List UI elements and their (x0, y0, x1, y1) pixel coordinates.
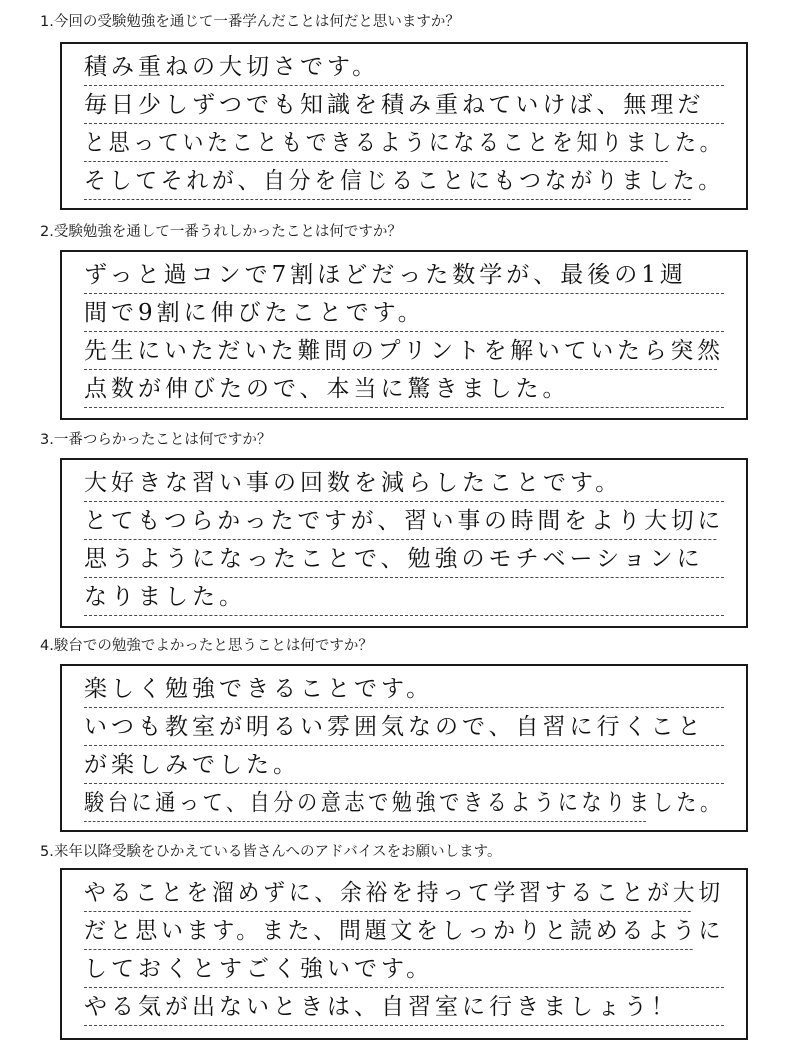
answer-3-line-3: 思うようになったことで、勉強のモチベーションに (84, 540, 724, 578)
answer-4-line-4: 駿台に通って、自分の意志で勉強できるようになりました。 (84, 784, 646, 822)
answer-2-line-2: 間で9割に伸びたことです。 (84, 294, 724, 332)
answer-box-4 (60, 664, 748, 832)
question-2: 2.受験勉強を通して一番うれしかったことは何ですか？ (40, 224, 402, 240)
answer-5-line-4: やる気が出ないときは、自習室に行きましょう！ (84, 988, 724, 1026)
answer-3-line-2: とてもつらかったですが、習い事の時間をより大切に (84, 502, 716, 540)
answer-box-3 (60, 458, 748, 628)
answer-5-line-3: しておくとすごく強いです。 (84, 950, 724, 988)
answer-3-line-4: なりました。 (84, 578, 724, 616)
answer-5-line-2: だと思います。また、問題文をしっかりと読めるように (84, 912, 693, 950)
answer-box-2 (60, 250, 748, 420)
question-4: 4.駿台での勉強でよかったと思うことは何ですか？ (40, 638, 373, 654)
answer-box-1 (60, 42, 748, 210)
answer-1-line-1: 積み重ねの大切さです。 (84, 48, 724, 86)
answer-box-5 (60, 868, 748, 1040)
question-1: 1.今回の受験勉強を通じて一番学んだことは何だと思いますか？ (40, 14, 460, 30)
answer-5-line-1: やることを溜めずに、余裕を持って学習することが大切 (84, 874, 691, 912)
answer-1-line-3: と思っていたこともできるようになることを知りました。 (84, 124, 668, 162)
question-5: 5.来年以降受験をひかえている皆さんへのアドバイスをお願いします。 (40, 844, 502, 860)
answer-2-line-1: ずっと過コンで7割ほどだった数学が、最後の1週 (84, 256, 724, 294)
answer-4-line-1: 楽しく勉強できることです。 (84, 670, 724, 708)
answer-2-line-4: 点数が伸びたので、本当に驚きました。 (84, 370, 724, 408)
answer-3-line-1: 大好きな習い事の回数を減らしたことです。 (84, 464, 724, 502)
answer-1-line-4: そしてそれが、自分を信じることにもつながりました。 (84, 162, 691, 200)
answer-1-line-2: 毎日少しずつでも知識を積み重ねていけば、無理だ (84, 86, 724, 124)
answer-4-line-2: いつも教室が明るい雰囲気なので、自習に行くこと (84, 708, 724, 746)
question-3: 3.一番つらかったことは何ですか？ (40, 432, 272, 448)
answer-2-line-3: 先生にいただいた難問のプリントを解いていたら突然 (84, 332, 717, 370)
answer-4-line-3: が楽しみでした。 (84, 746, 724, 784)
